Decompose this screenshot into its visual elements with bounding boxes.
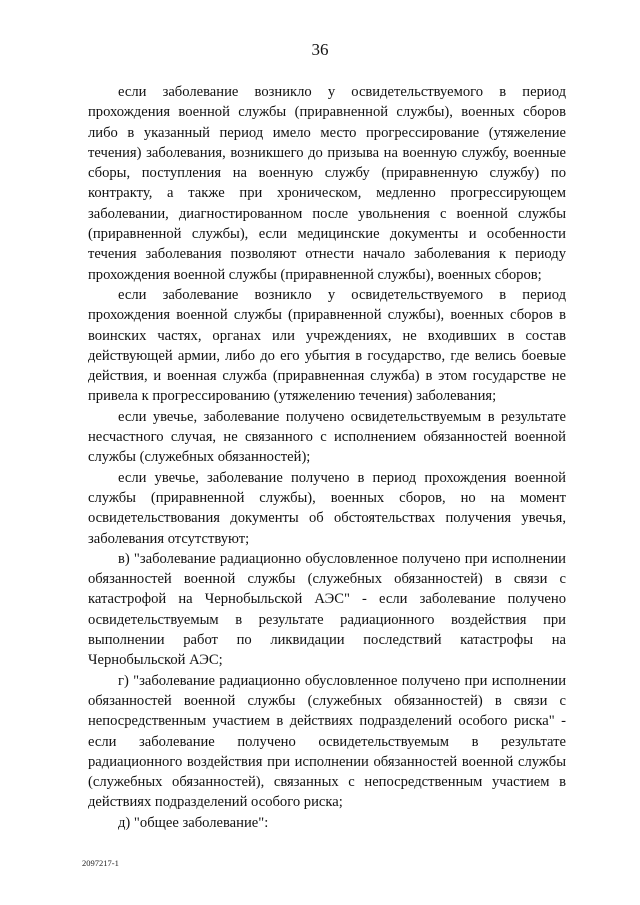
paragraph: в) "заболевание радиационно обусловленное получено при исполнении обязанностей военной службы (служебных обязанностей) в связи с катастрофой на Чернобыльской АЭС" - если заболевание получено освидетельствуемым в результате радиационного воздействия при выполнении работ по ликвидации последствий катастрофы на Чернобыльской АЭС; <box>88 550 566 669</box>
page-number: 36 <box>311 40 329 59</box>
paragraph: если увечье, заболевание получено в период прохождения военной службы (приравненной службы), военных сборов, но на момент освидетельствования документы об обстоятельствах получения увечья, заболевания отсутствуют; <box>88 469 566 547</box>
paragraph: если заболевание возникло у освидетельствуемого в период прохождения военной службы (приравненной службы), военных сборов в воинских частях, органах или учреждениях, не входивших в состав действующей армии, либо до его убытия в государство, где велись боевые действия, и военная служба (приравненная служба) в этом государстве не привела к прогрессированию (утяжелению течения) заболевания; <box>88 286 566 405</box>
paragraph: г) "заболевание радиационно обусловленное получено при исполнении обязанностей военной службы (служебных обязанностей) в связи с непосредственным участием в действиях подразделений особого риска" - если заболевание получено освидетельствуемым в результате радиационного воздействия при исполнении обязанностей военной службы (служебных обязанностей), связанных с непосредственным участием в действиях подразделений особого риска; <box>88 672 566 811</box>
document-code: 2097217-1 <box>82 858 119 868</box>
document-body <box>88 82 566 833</box>
paragraph: если заболевание возникло у освидетельствуемого в период прохождения военной службы (приравненной службы), военных сборов либо в указанный период имело место прогрессирование (утяжеление течения) заболевания, возникшего до призыва на военную службу, военные сборы, поступления на военную службу (приравненную службу) по контракту, а также при хроническом, медленно прогрессирующем заболевании, диагностированном после увольнения с военной службы (приравненной службы), если медицинские документы и особенности течения заболевания позволяют отнести начало заболевания к периоду прохождения военной службы (приравненной службы), военных сборов; <box>88 84 566 283</box>
paragraph: д) "общее заболевание": <box>118 814 269 831</box>
paragraph: если увечье, заболевание получено освидетельствуемым в результате несчастного случая, не связанного с исполнением обязанностей военной службы (служебных обязанностей); <box>88 408 566 466</box>
